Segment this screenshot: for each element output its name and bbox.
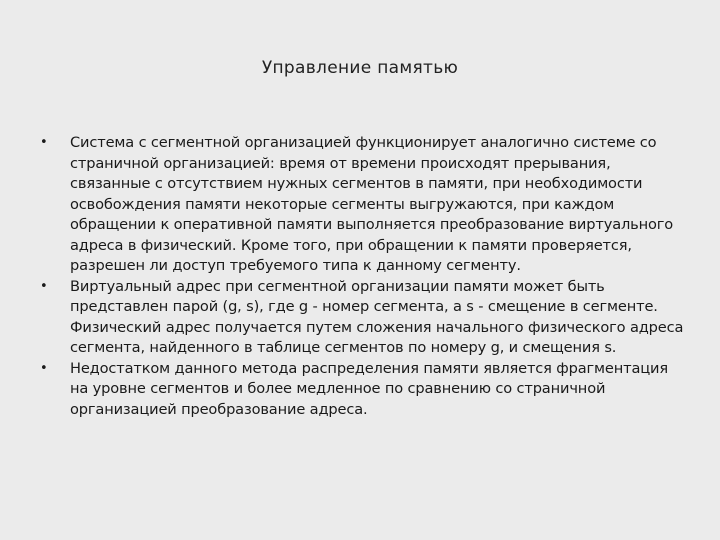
bullet-marker: • [40,135,48,150]
bullet-list [40,133,690,420]
bullet-item [40,277,690,359]
bullet-item [40,133,690,277]
bullet-text: Недостатком данного метода распределения памяти является фрагментация на уровне сегментов и более медленное по сравнению со страничной организацией преобразование адреса. [70,359,669,418]
bullet-text: Система с сегментной организацией функционирует аналогично системе со страничной организацией: время от времени происходят прерывания, связанные с отсутствием нужных сегментов в памяти, при необходимости освобождения памяти некоторые сегменты выгружаются, при каждом обращении к оперативной памяти выполняется преобразование виртуального адреса в физический. Кроме того, при обращении к памяти проверяется, разрешен ли доступ требуемого типа к данному сегменту. [70,134,674,274]
bullet-marker: • [40,360,48,376]
bullet-marker: • [40,278,48,294]
bullet-text: Виртуальный адрес при сегментной организации памяти может быть представлен парой (g, s), где g - номер сегмента, а s - смещение в сегменте. Физический адрес получается путем сложения начального физического адреса сегмента, найденного в таблице сегментов по номеру g, и смещения s. [70,277,684,356]
slide-title: Управление памятью [261,58,459,78]
bullet-item [40,359,690,421]
